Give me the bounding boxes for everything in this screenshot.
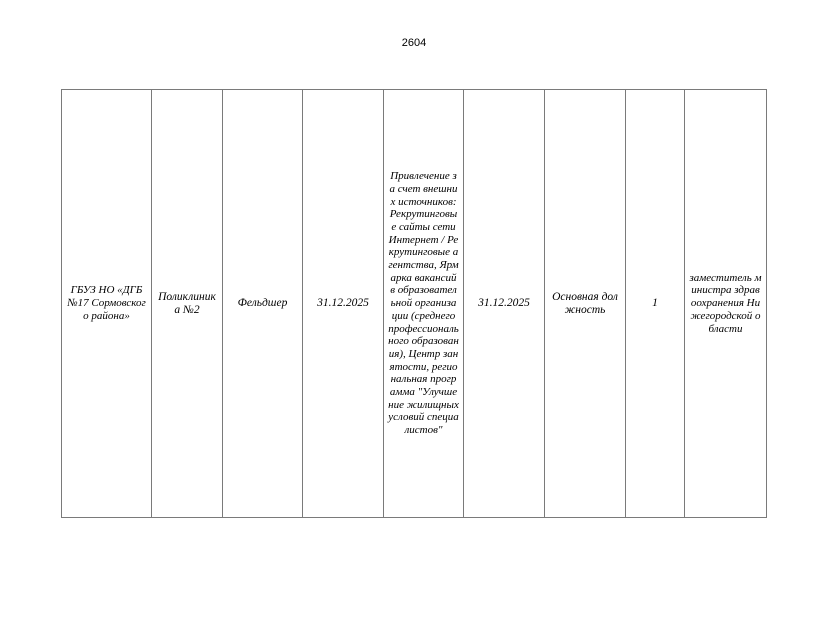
department-cell: Поликлиника №2 [152,90,223,518]
page-number: 2604 [401,37,427,49]
recruitment-method-cell: Привлечение за счет внешних источников: Рекрутинговые сайты сети Интернет / Рекрутинговые агентства, Ярмарка вакансий в образовательной организации (среднего профессионального образования), Центр занятости, региональная программа "Улучшение жилищных условий специалистов" [384,90,464,518]
vacancy-table [61,89,767,518]
count-cell: 1 [626,90,685,518]
deadline-cell: 31.12.2025 [464,90,545,518]
responsible-cell: заместитель министра здравоохранения Нижегородской области [685,90,767,518]
employment-type-cell: Основная должность [545,90,626,518]
date-cell: 31.12.2025 [303,90,384,518]
organization-cell: ГБУЗ НО «ДГБ №17 Сормовского района» [62,90,152,518]
table-row [62,90,767,518]
position-cell: Фельдшер [223,90,303,518]
